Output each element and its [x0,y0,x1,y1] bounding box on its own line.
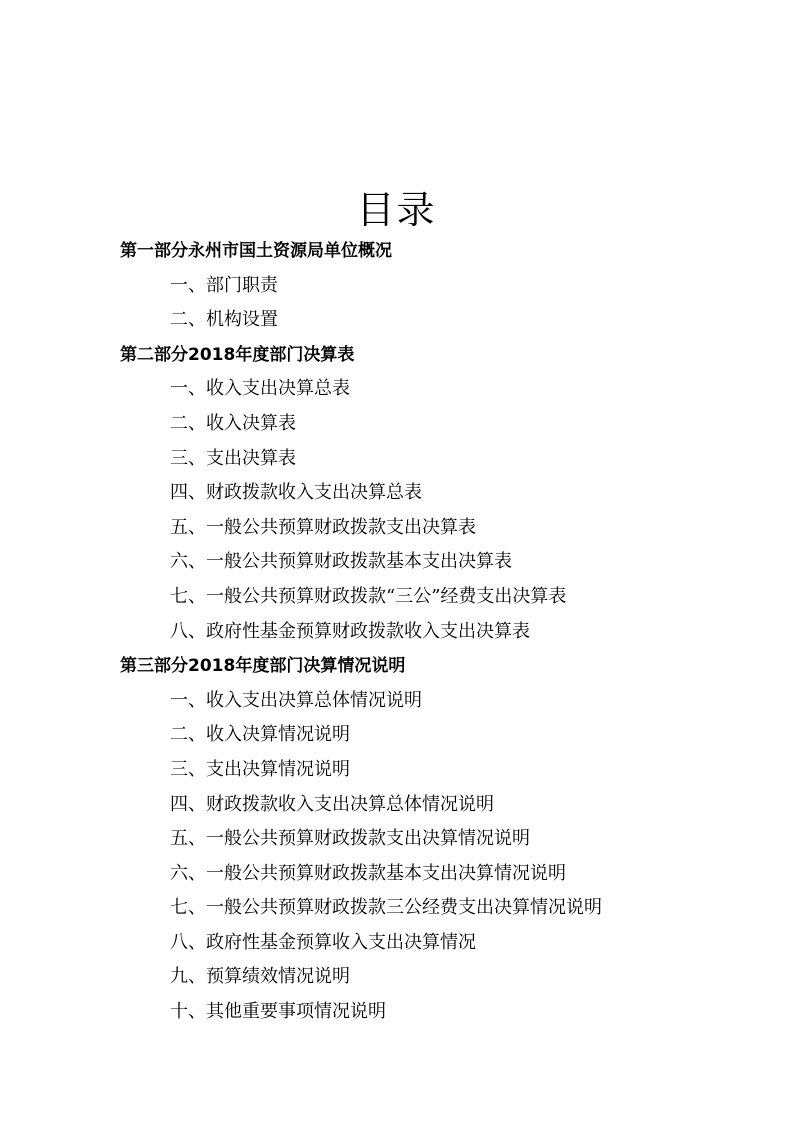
toc-item: 五、一般公共预算财政拨款支出决算表 [170,516,476,538]
toc-item: 二、收入决算表 [170,412,296,434]
toc-item: 三、支出决算表 [170,447,296,469]
toc-item: 九、预算绩效情况说明 [170,966,350,988]
toc-item: 二、收入决算情况说明 [170,724,350,746]
toc-item: 四、财政拨款收入支出决算总表 [170,482,422,504]
toc-item: 六、一般公共预算财政拨款基本支出决算情况说明 [170,862,566,884]
toc-item: 七、一般公共预算财政拨款“三公”经费支出决算表 [170,585,567,607]
toc-part-heading: 第二部分2018年度部门决算表 [120,344,355,365]
toc-item: 七、一般公共预算财政拨款三公经费支出决算情况说明 [170,897,602,919]
table-of-contents [0,234,793,1030]
toc-item: 十、其他重要事项情况说明 [170,1001,386,1023]
toc-item: 二、机构设置 [170,309,278,331]
toc-item: 八、政府性基金预算收入支出决算情况 [170,931,476,953]
toc-item: 一、收入支出决算总体情况说明 [170,689,422,711]
toc-item: 一、收入支出决算总表 [170,378,350,400]
toc-item: 一、部门职责 [170,274,278,296]
toc-part-heading: 第三部分2018年度部门决算情况说明 [120,656,406,677]
page-title: 目录 [356,188,437,232]
toc-item: 六、一般公共预算财政拨款基本支出决算表 [170,551,512,573]
toc-item: 八、政府性基金预算财政拨款收入支出决算表 [170,620,530,642]
toc-item: 四、财政拨款收入支出决算总体情况说明 [170,793,494,815]
toc-part-heading: 第一部分永州市国土资源局单位概况 [120,241,392,261]
toc-item: 三、支出决算情况说明 [170,758,350,780]
toc-item: 五、一般公共预算财政拨款支出决算情况说明 [170,828,530,850]
